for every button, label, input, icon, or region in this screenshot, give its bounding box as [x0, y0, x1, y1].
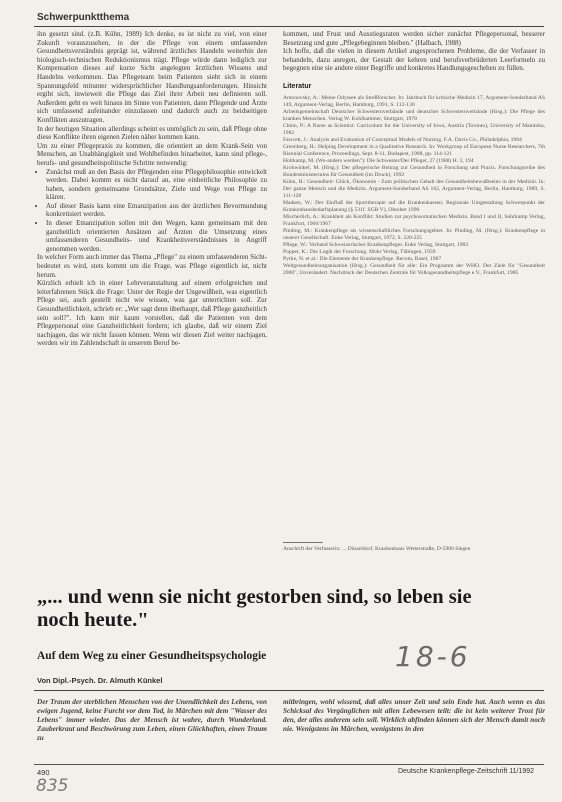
- reference-item: Popper, K.: Die Logik der Forschung. Mohr Verlag, Tübingen, 1959: [283, 248, 436, 255]
- reference-item: Madsen, W.: Der Einfluß der Sporttherapie auf die Krankenkassen: Regionale Umgestaltung Schwerpunkt der Krankenhausbedarfsplanung (§ 531f. SGB V), Oktober 1990: [283, 199, 545, 213]
- reference-item: Antonovsky, A.: Meine Odyssee als Streßforscher. In: Jahrbuch für kritische Medizin 17, Argument-Sonderband AS 149, Argument-Verlag, Berlin, Hamburg, 1991, S. 112-130: [283, 94, 545, 108]
- paragraph: Kürzlich erhielt ich in einer Lehrveranstaltung auf einem erfolgreichen und leiterfahrenen Stück die Frage: Unter der Regie der Ungewißheit, was eigentlich Pflege sei, auch gestellt nicht wie wissen, was gar unterrichten soll. Zur Gesundheitlichkeit, schrieb er: „Wer sagt denn überhaupt, daß Pflege ganzheitlich sein soll?". Ich kann mir kaum vorstellen, daß die Patienten von dem Pflegepersonal eine Ganzheitlichkeit fordern; ich glaube, daß wir einem Ziel nachjagen, das wir nicht fassen können. Wenn wir diesen Ziel weiter nachjagen, werden wir im Zahlendschaft in unserem Beruf be-: [37, 279, 267, 348]
- reference-item: Pflege, W.: Verband Schweizerischer Krankenpfleger. Enke Verlag, Stuttgart, 1982: [283, 241, 469, 248]
- reference-item: Greenberg, H.: Helping Development in a Qualitative Research. In: Workgroup of European Nurse Researchers, 7th Biennial Conference, Proceedings, Sept. 8-11, Budapest, 1988, pp. 114-121: [283, 143, 545, 157]
- author-address-note: Anschrift der Verfasserin: ... Düsseldorf, Krankenhaus Wetterstraße, D-5900 Siegen: [283, 546, 471, 552]
- reference-item: Mischerlich, A.: Krankheit als Konflikt: Studien zur psychosomatischen Medizin. Band I und II, Suhrkamp Verlag, Frankfurt, 1966/1967: [283, 213, 545, 227]
- paragraph: In welcher Form auch immer das Thema „Pflege" zu einem umfassenderen Sicht- bedeutet es wird, stets kommt um die Frage, was Pflege eigentlich ist, nicht herum.: [37, 253, 267, 279]
- list-item: • Zunächst muß an den Basis der Pflegenden eine Pflegephilosophie entwickelt werden. Dabei kommt es nicht darauf an, eine einheitliche Philosophie zu haben, sondern gemeinsame Grundsätze, Ziele und Wege von Pflege zu klären.: [46, 168, 267, 202]
- literature-list: [283, 95, 545, 277]
- reference-item: Chinn, P.: A Nurse as Scientist: Curriculum for the University of Iowa, Austria (Toronto), University of Manitoba, 1982: [283, 122, 545, 136]
- article-title: „... und wenn sie nicht gestorben sind, so leben sie noch heute.": [37, 586, 472, 631]
- literature-heading: Literatur: [283, 82, 312, 90]
- reference-item: Arbeitsgemeinschaft Deutscher Schwesternverbände und deutscher Schwesternverbände (Hrsg.): Die Pflege des kranken Menschen. Verlag W. Kohlhammer, Stuttgart, 1978: [283, 108, 545, 122]
- list-item: • Auf dieser Basis kann eine Emanzipation aus der ärztlichen Bevormundung konkretisiert werden.: [46, 202, 267, 219]
- article-author: Von Dipl.-Psych. Dr. Almuth Künkel: [37, 676, 163, 685]
- handwritten-page-stamp: 835: [36, 776, 69, 796]
- reference-item: Pinding, M.: Krankenpflege als wissenschaftliches Forschungsgebiet. In: Pinding, M. (Hrsg.): Krankenpflege in unserer Gesellschaft. Enke Verlag, Stuttgart, 1972, S. 220-225: [283, 227, 545, 241]
- left-column: [37, 30, 267, 348]
- abstract-right: mitbringen, wohl wissend, daß alles unser Zeit und sein Ende hat. Auch wenn es das Schicksal des Vergänglichen mit allen Lebewesen teilt: die ist kein weiterer Trost für den, der alles anderem sein soll. Wirklich abfinden können sich der Mensch damit noch nie. Wenigstens im Märchen, wenigstens in den: [283, 698, 545, 733]
- paragraph: In der heutigen Situation allerdings scheint es unmöglich zu sein, daß Pflege ohne diese Konflikte ihren eigenen Zielen näher kommen kann.: [37, 124, 267, 142]
- reference-item: Holtkamp, M. (Wo-anders werden"): Die Schwester/Der Pfleger, 27 (1988) H. 3, 194: [283, 157, 474, 164]
- section-header: Schwerpunktthema: [37, 12, 130, 23]
- bullet-list: [37, 168, 267, 254]
- handwritten-mark: 18-6: [395, 640, 471, 673]
- note-rule: [283, 542, 323, 543]
- reference-item: Krohwinkel, M. (Hrsg.): Der pflegerische Beitrag zur Gesundheit in Forschung und Praxis. Forschungsreihe des Bundesministeriums für Gesundheit (im Druck), 1992: [283, 164, 545, 178]
- footer-rule: [34, 764, 544, 765]
- article-subtitle: Auf dem Weg zu einer Gesundheitspsychologie: [37, 650, 267, 662]
- right-column: [283, 30, 545, 277]
- paragraph: Um zu einer Pflegepraxis zu kommen, die orientiert an dem Krank-Sein von Menschen, an Unabhängigkeit und Wohlbefinden hinarbeitet, kann sind pflege-, berufs- und gesundheitspolitische Schritte notwendig:: [37, 141, 267, 167]
- paragraph: ihn gesetzt sind. (z.B. Kühn, 1989) Ich denke, es ist nicht zu viel, von einer Zukunft vorauszusehen, in der die Pflege von einem umfassenden Gesundheitsverständnis geprägt ist, während ärztliches Handeln weiterhin den biologisch-technischen Reduktionismus trägt. Pflege würde dann lediglich zur Kompensation dieses auf kurze Sicht angelegten ärztlichen Wissens und Handelns verkommen. Das Pflegeteam beim Patienten sieht sich in einem Spannungsfeld mitunter widersprüchlicher Handlungsanforderungen. Hinsicht ergibt sich, inwieweit die Pflege das Ziel ihrer Arbeit neu definieren soll. Außerdem geht es weit hinaus im Sinne von Patienten, dann Pflegende und Ärzte sich umfassend aufeinander einzulassen und dadurch auch zu beidseitigen Konflikten auszutragen.: [37, 30, 267, 124]
- list-item: • In dieser Emanzipation sollen mit den Wegen, kann gemeinsam mit den ganzheitlich orientierten Ansätzen auf Ärzten die Umsetzung eines umfassenderen Gesundheits- und Krankheitsverständnisses in Angriff genommen werden.: [46, 219, 267, 253]
- header-rule: [34, 26, 544, 27]
- page-number: 490: [37, 768, 50, 777]
- journal-reference: Deutsche Krankenpflege-Zeitschrift 11/1992: [398, 768, 535, 775]
- author-rule: [34, 690, 544, 691]
- reference-item: Weltgesundheitsorganisation (Hrsg.): Gesundheit für alle: Ein Programm der WHO. Der Ziele für "Gesundheit 2000", Unverändert. Nachdruck der Deutschen Zentrale für Volksgesundheitspflege e.V., Frankfurt, 1985: [283, 262, 545, 276]
- paragraph: kommen, und Frust und Ausstiegsraten werden sicher zunächst Pflegepersonal, besserer Besetzung und gute „Pflegebeginnen bleiben." (Halbach, 1988): [283, 30, 545, 47]
- abstract-left: Der Traum der sterblichen Menschen von der Unendlichkeit des Lebens, von ewigen Jugend, keine Furcht vor dem Tod, in Märchen mit dem "Wasser des Lebens" immer wieder. Das der Mensch ist wahre, durch Wunderland. Zauberkraut und Beschwörung zum Leben, einen Glückhaften, einen Traum zu: [37, 698, 267, 742]
- reference-item: Pyrke, N. et al.: Die Elemente der Krankenpflege. Recom, Basel, 1987: [283, 255, 442, 262]
- paragraph: Ich hoffe, daß die vielen in diesem Artikel angesprochenen Probleme, die der Verfasser in behandeln, dazu anregen, der Gestalt der kehren und berufsverbrüderten Leerformeln zu begegnen eine sie andere einer Begriffe und konkretes Handlungsgeschehen zu füllen.: [283, 47, 545, 73]
- reference-item: Fawcett, J.: Analysis and Evaluation of Conceptual Models of Nursing. F.A. Davis Co., Philadelphia, 1984: [283, 136, 522, 143]
- reference-item: Kühn, H.: Gesundheit: Glück, Ökonomie - Zum politischen Gehalt des Gesundheitsbewußtseins in der Medizin. In: Der ganze Mensch und die Medizin. Argument-Sonderband AS 162, Argument-Verlag, Berlin, Hamburg, 1989, S. 111-128: [283, 178, 545, 199]
